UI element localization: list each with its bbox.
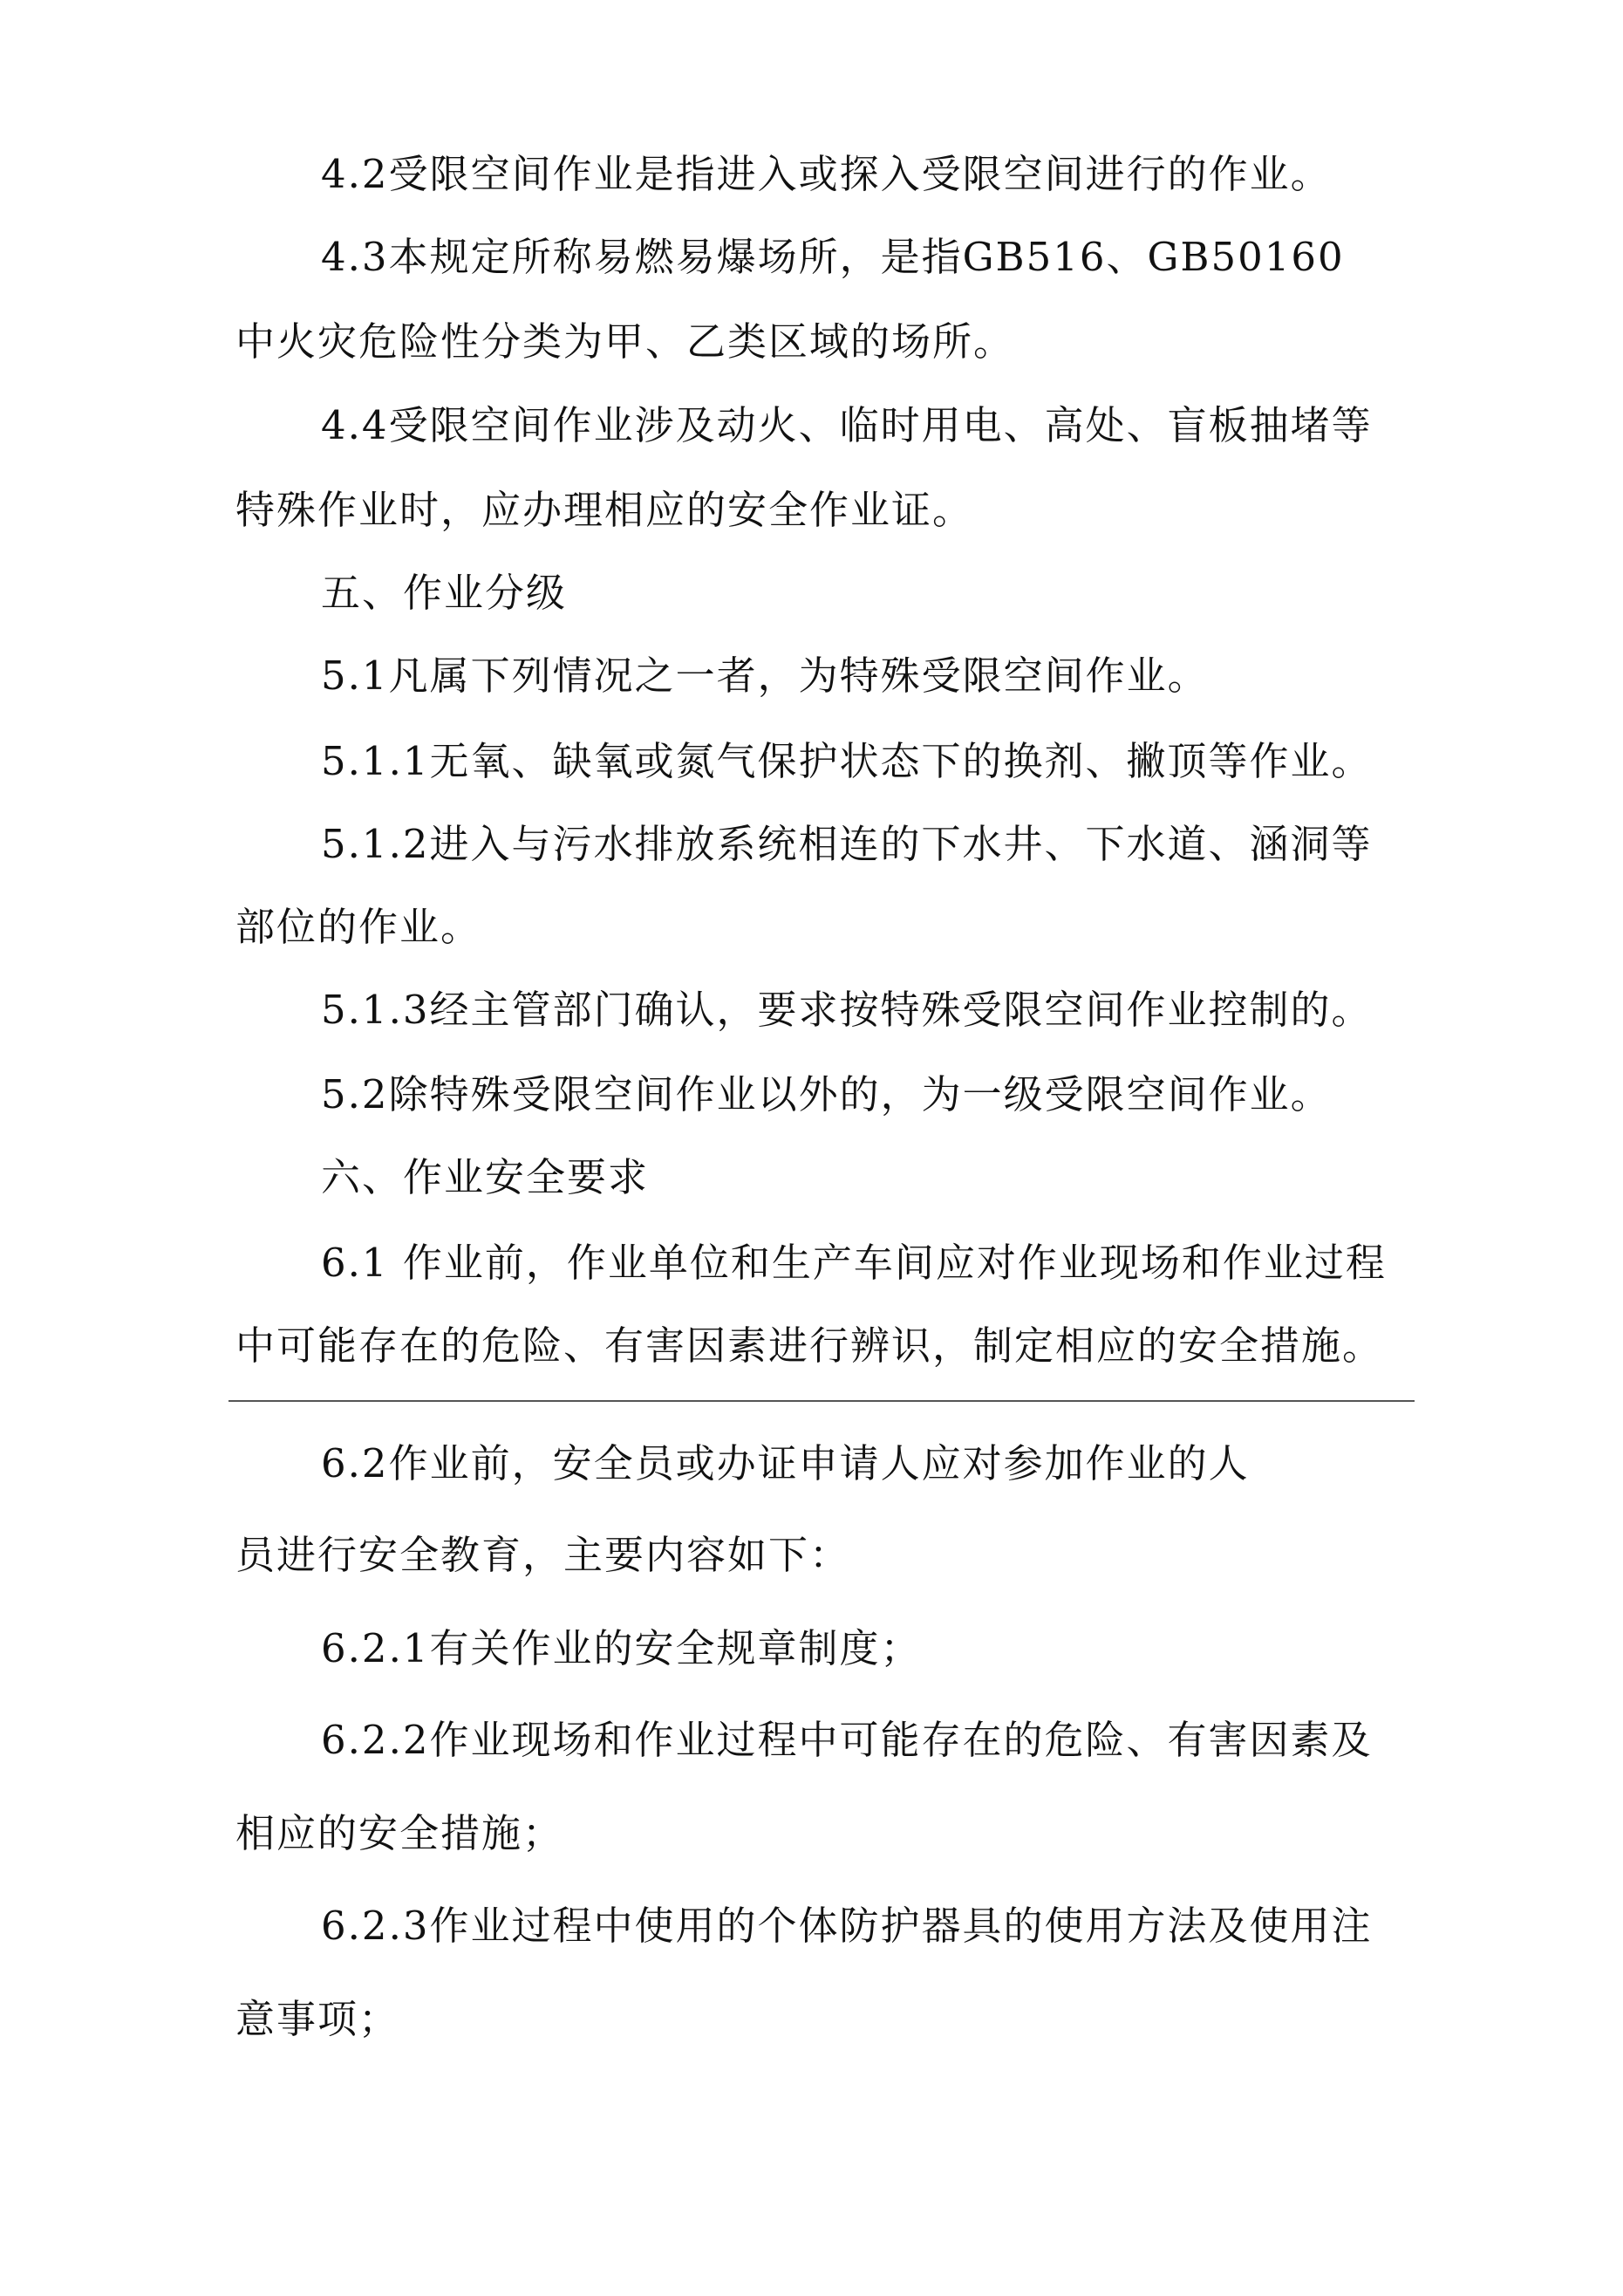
paragraph-6-2-3: 6.2.3作业过程中使用的个体防护器具的使用方法及使用注 xyxy=(321,1903,1373,1949)
section-divider xyxy=(228,1400,1415,1402)
paragraph-6-2-3-cont: 意事项； xyxy=(235,1996,400,2042)
paragraph-5-1: 5.1凡属下列情况之一者，为特殊受限空间作业。 xyxy=(321,653,1209,699)
paragraph-6-2-2-cont: 相应的安全措施； xyxy=(235,1810,564,1856)
paragraph-6-1-cont: 中可能存在的危险、有害因素进行辨识，制定相应的安全措施。 xyxy=(235,1322,1384,1369)
paragraph-4-3-cont: 中火灾危险性分类为甲、乙类区域的场所。 xyxy=(235,318,1015,365)
paragraph-4-2: 4.2受限空间作业是指进入或探入受限空间进行的作业。 xyxy=(321,151,1332,197)
paragraph-5-1-2: 5.1.2进入与污水排放系统相连的下水井、下水道、涵洞等 xyxy=(321,821,1373,867)
paragraph-5-1-3: 5.1.3经主管部门确认，要求按特殊受限空间作业控制的。 xyxy=(321,987,1373,1033)
paragraph-6-2-1: 6.2.1有关作业的安全规章制度； xyxy=(321,1625,922,1671)
paragraph-4-3: 4.3本规定所称易燃易爆场所，是指GB516、GB50160 xyxy=(321,234,1345,280)
paragraph-5-1-1: 5.1.1无氧、缺氧或氮气保护状态下的换剂、撇顶等作业。 xyxy=(321,738,1373,784)
paragraph-4-4: 4.4受限空间作业涉及动火、临时用电、高处、盲板抽堵等 xyxy=(321,402,1373,448)
paragraph-6-2-cont: 员进行安全教育，主要内容如下： xyxy=(235,1532,851,1578)
paragraph-6-2-2: 6.2.2作业现场和作业过程中可能存在的危险、有害因素及 xyxy=(321,1717,1373,1763)
section-heading-5: 五、作业分级 xyxy=(321,570,568,616)
paragraph-4-4-cont: 特殊作业时，应办理相应的安全作业证。 xyxy=(235,487,974,533)
section-heading-6: 六、作业安全要求 xyxy=(321,1154,650,1200)
paragraph-6-2: 6.2作业前，安全员或办证申请人应对参加作业的人 xyxy=(321,1440,1250,1486)
paragraph-6-1: 6.1 作业前，作业单位和生产车间应对作业现场和作业过程 xyxy=(321,1240,1387,1286)
paragraph-5-1-2-cont: 部位的作业。 xyxy=(235,904,482,950)
paragraph-5-2: 5.2除特殊受限空间作业以外的，为一级受限空间作业。 xyxy=(321,1071,1332,1117)
